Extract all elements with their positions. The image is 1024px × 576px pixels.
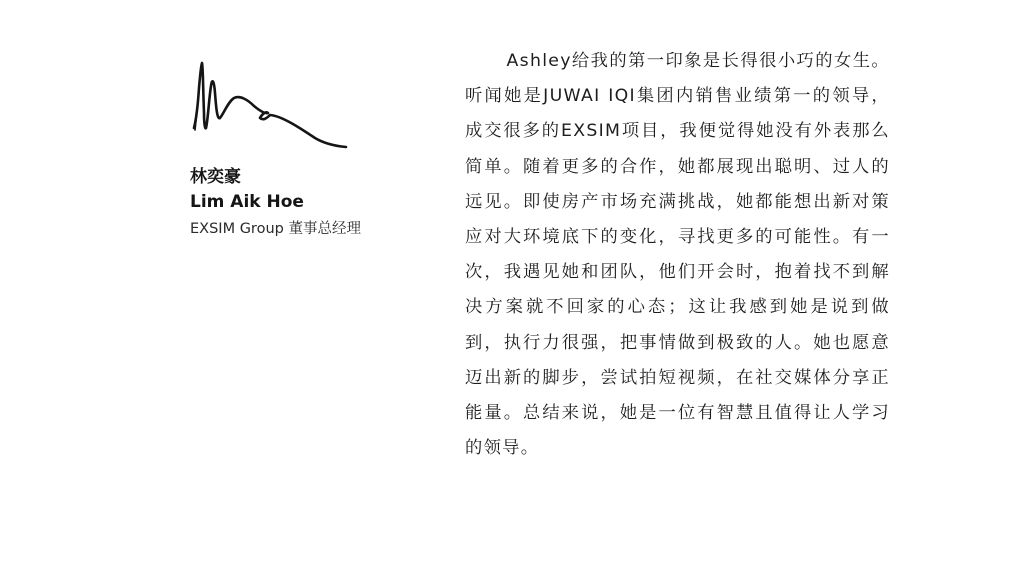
author-name-chinese: 林奕豪 [190, 167, 241, 187]
testimonial-text: Ashley给我的第一印象是长得很小巧的女生。听闻她是JUWAI IQI集团内销售业绩第一的领导，成交很多的EXSIM项目，我便觉得她没有外表那么简单。随着更多的合作，她都展现出聪明、过人的远见。即使房产市场充满挑战，她都能想出新对策应对大环境底下的变化，寻找更多的可能性。有一次，我遇见她和团队，他们开会时，抱着找不到解决方案就不回家的心态；这让我感到她是说到做到，执行力很强，把事情做到极致的人。她也愿意迈出新的脚步，尝试拍短视频，在社交媒体分享正能量。总结来说，她是一位有智慧且值得让人学习的领导。 [465, 51, 890, 459]
author-name-english: Lim Aik Hoe [190, 192, 304, 212]
author-block [190, 58, 440, 240]
testimonial-block [465, 44, 890, 466]
author-title: EXSIM Group 董事总经理 [190, 221, 361, 237]
signature-image [190, 58, 350, 153]
